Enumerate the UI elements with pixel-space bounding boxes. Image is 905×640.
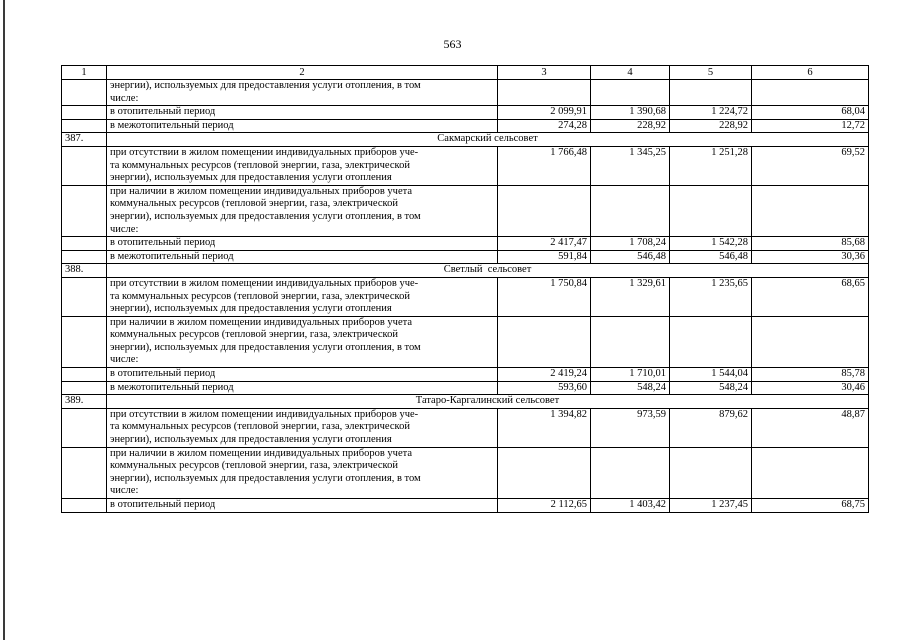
section-title: Татаро-Каргалинский сельсовет (107, 395, 869, 409)
header-col-6: 6 (752, 66, 869, 80)
value-cell-col-4 (591, 80, 670, 106)
value-cell-col-3 (498, 80, 591, 106)
value-cell-col-3: 2 417,47 (498, 237, 591, 251)
value-cell-col-3: 2 419,24 (498, 368, 591, 382)
description-cell (107, 146, 498, 185)
table-row (62, 447, 869, 498)
row-number-cell (62, 316, 107, 367)
value-cell-col-5: 1 544,04 (670, 368, 752, 382)
value-cell-col-4: 1 329,61 (591, 277, 670, 316)
value-cell-col-4 (591, 447, 670, 498)
description-line: в межотопительный период (110, 119, 234, 131)
description-line: при наличии в жилом помещении индивидуальных приборов учета (110, 316, 412, 328)
value-cell-col-3 (498, 447, 591, 498)
description-cell (107, 80, 498, 106)
value-cell-col-5: 1 235,65 (670, 277, 752, 316)
table-row (62, 499, 869, 513)
description-cell (107, 447, 498, 498)
value-cell-col-4: 1 708,24 (591, 237, 670, 251)
value-cell-col-5: 1 224,72 (670, 106, 752, 120)
value-cell-col-3: 1 766,48 (498, 146, 591, 185)
value-cell-col-6 (752, 185, 869, 236)
value-cell-col-3 (498, 316, 591, 367)
header-col-4: 4 (591, 66, 670, 80)
description-line: при наличии в жилом помещении индивидуальных приборов учета (110, 185, 412, 197)
value-cell-col-4 (591, 185, 670, 236)
value-cell-col-3: 591,84 (498, 250, 591, 264)
description-line: та коммунальных ресурсов (тепловой энергии, газа, электрической (110, 421, 410, 433)
description-line: числе: (110, 223, 139, 235)
row-number-cell (62, 381, 107, 395)
value-cell-col-5 (670, 185, 752, 236)
table-row (62, 237, 869, 251)
value-cell-col-3: 593,60 (498, 381, 591, 395)
table-header-row (62, 66, 869, 80)
table-row (62, 119, 869, 133)
description-line: коммунальных ресурсов (тепловой энергии, газа, электрической (110, 198, 398, 210)
table-row (62, 408, 869, 447)
value-cell-col-4: 1 710,01 (591, 368, 670, 382)
value-cell-col-6 (752, 447, 869, 498)
value-cell-col-6: 68,65 (752, 277, 869, 316)
value-cell-col-5 (670, 80, 752, 106)
table-row (62, 381, 869, 395)
table-row (62, 277, 869, 316)
table-row (62, 250, 869, 264)
value-cell-col-4: 546,48 (591, 250, 670, 264)
row-number-cell (62, 368, 107, 382)
description-line: при наличии в жилом помещении индивидуальных приборов учета (110, 447, 412, 459)
description-cell (107, 316, 498, 367)
value-cell-col-4 (591, 316, 670, 367)
table-row (62, 146, 869, 185)
value-cell-col-5: 548,24 (670, 381, 752, 395)
value-cell-col-4: 548,24 (591, 381, 670, 395)
value-cell-col-6: 85,78 (752, 368, 869, 382)
page-number: 563 (443, 37, 462, 51)
value-cell-col-6: 68,75 (752, 499, 869, 513)
value-cell-col-5: 1 251,28 (670, 146, 752, 185)
description-line: числе: (110, 92, 139, 104)
value-cell-col-6: 68,04 (752, 106, 869, 120)
table-row (62, 368, 869, 382)
description-line: в отопительный период (110, 368, 216, 380)
tariff-table (61, 65, 869, 513)
section-row (62, 264, 869, 278)
value-cell-col-5: 1 542,28 (670, 237, 752, 251)
value-cell-col-5: 1 237,45 (670, 499, 752, 513)
description-cell (107, 368, 498, 382)
description-line: энергии), используемых для предоставления услуги отопления (110, 172, 392, 184)
description-cell (107, 408, 498, 447)
page-edge-border (3, 0, 5, 640)
description-line: при отсутствии в жилом помещении индивидуальных приборов уче- (110, 408, 419, 420)
table-row (62, 106, 869, 120)
row-number-cell (62, 250, 107, 264)
description-line: коммунальных ресурсов (тепловой энергии, газа, электрической (110, 460, 398, 472)
section-title: Светлый сельсовет (107, 264, 869, 278)
description-line: в межотопительный период (110, 381, 234, 393)
row-number-cell (62, 277, 107, 316)
row-number-cell (62, 106, 107, 120)
value-cell-col-6: 69,52 (752, 146, 869, 185)
description-line: коммунальных ресурсов (тепловой энергии, газа, электрической (110, 329, 398, 341)
description-line: числе: (110, 485, 139, 497)
row-number-cell (62, 408, 107, 447)
value-cell-col-3: 1 750,84 (498, 277, 591, 316)
value-cell-col-6: 30,36 (752, 250, 869, 264)
row-number-cell (62, 237, 107, 251)
row-number-cell (62, 80, 107, 106)
description-line: числе: (110, 354, 139, 366)
description-line: та коммунальных ресурсов (тепловой энергии, газа, электрической (110, 290, 410, 302)
table-row (62, 80, 869, 106)
section-number: 387. (62, 133, 107, 147)
header-col-3: 3 (498, 66, 591, 80)
table-row (62, 316, 869, 367)
row-number-cell (62, 119, 107, 133)
row-number-cell (62, 447, 107, 498)
value-cell-col-6: 30,46 (752, 381, 869, 395)
description-line: энергии), используемых для предоставления услуги отопления, в том (110, 341, 421, 353)
description-line: энергии), используемых для предоставления услуги отопления (110, 434, 392, 446)
description-line: при отсутствии в жилом помещении индивидуальных приборов уче- (110, 146, 419, 158)
description-line: энергии), используемых для предоставления услуги отопления (110, 303, 392, 315)
value-cell-col-6 (752, 80, 869, 106)
value-cell-col-3: 274,28 (498, 119, 591, 133)
value-cell-col-6: 12,72 (752, 119, 869, 133)
value-cell-col-6 (752, 316, 869, 367)
section-row (62, 395, 869, 409)
description-line: в отопительный период (110, 499, 216, 510)
value-cell-col-6: 48,87 (752, 408, 869, 447)
value-cell-col-6: 85,68 (752, 237, 869, 251)
value-cell-col-5 (670, 316, 752, 367)
description-cell (107, 277, 498, 316)
table-row (62, 185, 869, 236)
description-line: в отопительный период (110, 237, 216, 249)
description-cell (107, 499, 498, 513)
value-cell-col-5: 546,48 (670, 250, 752, 264)
description-line: при отсутствии в жилом помещении индивидуальных приборов уче- (110, 277, 419, 289)
description-cell (107, 106, 498, 120)
header-col-2: 2 (107, 66, 498, 80)
header-col-1: 1 (62, 66, 107, 80)
value-cell-col-3: 1 394,82 (498, 408, 591, 447)
header-col-5: 5 (670, 66, 752, 80)
description-line: энергии), используемых для предоставления услуги отопления, в том (110, 80, 421, 91)
description-line: энергии), используемых для предоставления услуги отопления, в том (110, 472, 421, 484)
section-row (62, 133, 869, 147)
description-line: та коммунальных ресурсов (тепловой энергии, газа, электрической (110, 159, 410, 171)
section-number: 388. (62, 264, 107, 278)
value-cell-col-3: 2 112,65 (498, 499, 591, 513)
section-title: Сакмарский сельсовет (107, 133, 869, 147)
description-cell (107, 185, 498, 236)
row-number-cell (62, 146, 107, 185)
description-line: в отопительный период (110, 106, 216, 118)
description-line: энергии), используемых для предоставления услуги отопления, в том (110, 210, 421, 222)
description-cell (107, 381, 498, 395)
value-cell-col-4: 1 390,68 (591, 106, 670, 120)
value-cell-col-5 (670, 447, 752, 498)
section-number: 389. (62, 395, 107, 409)
value-cell-col-3 (498, 185, 591, 236)
row-number-cell (62, 185, 107, 236)
value-cell-col-4: 973,59 (591, 408, 670, 447)
row-number-cell (62, 499, 107, 513)
description-line: в межотопительный период (110, 250, 234, 262)
value-cell-col-3: 2 099,91 (498, 106, 591, 120)
description-cell (107, 237, 498, 251)
value-cell-col-4: 1 403,42 (591, 499, 670, 513)
value-cell-col-4: 228,92 (591, 119, 670, 133)
value-cell-col-4: 1 345,25 (591, 146, 670, 185)
value-cell-col-5: 879,62 (670, 408, 752, 447)
tariff-table-body (62, 66, 869, 513)
value-cell-col-5: 228,92 (670, 119, 752, 133)
description-cell (107, 119, 498, 133)
description-cell (107, 250, 498, 264)
